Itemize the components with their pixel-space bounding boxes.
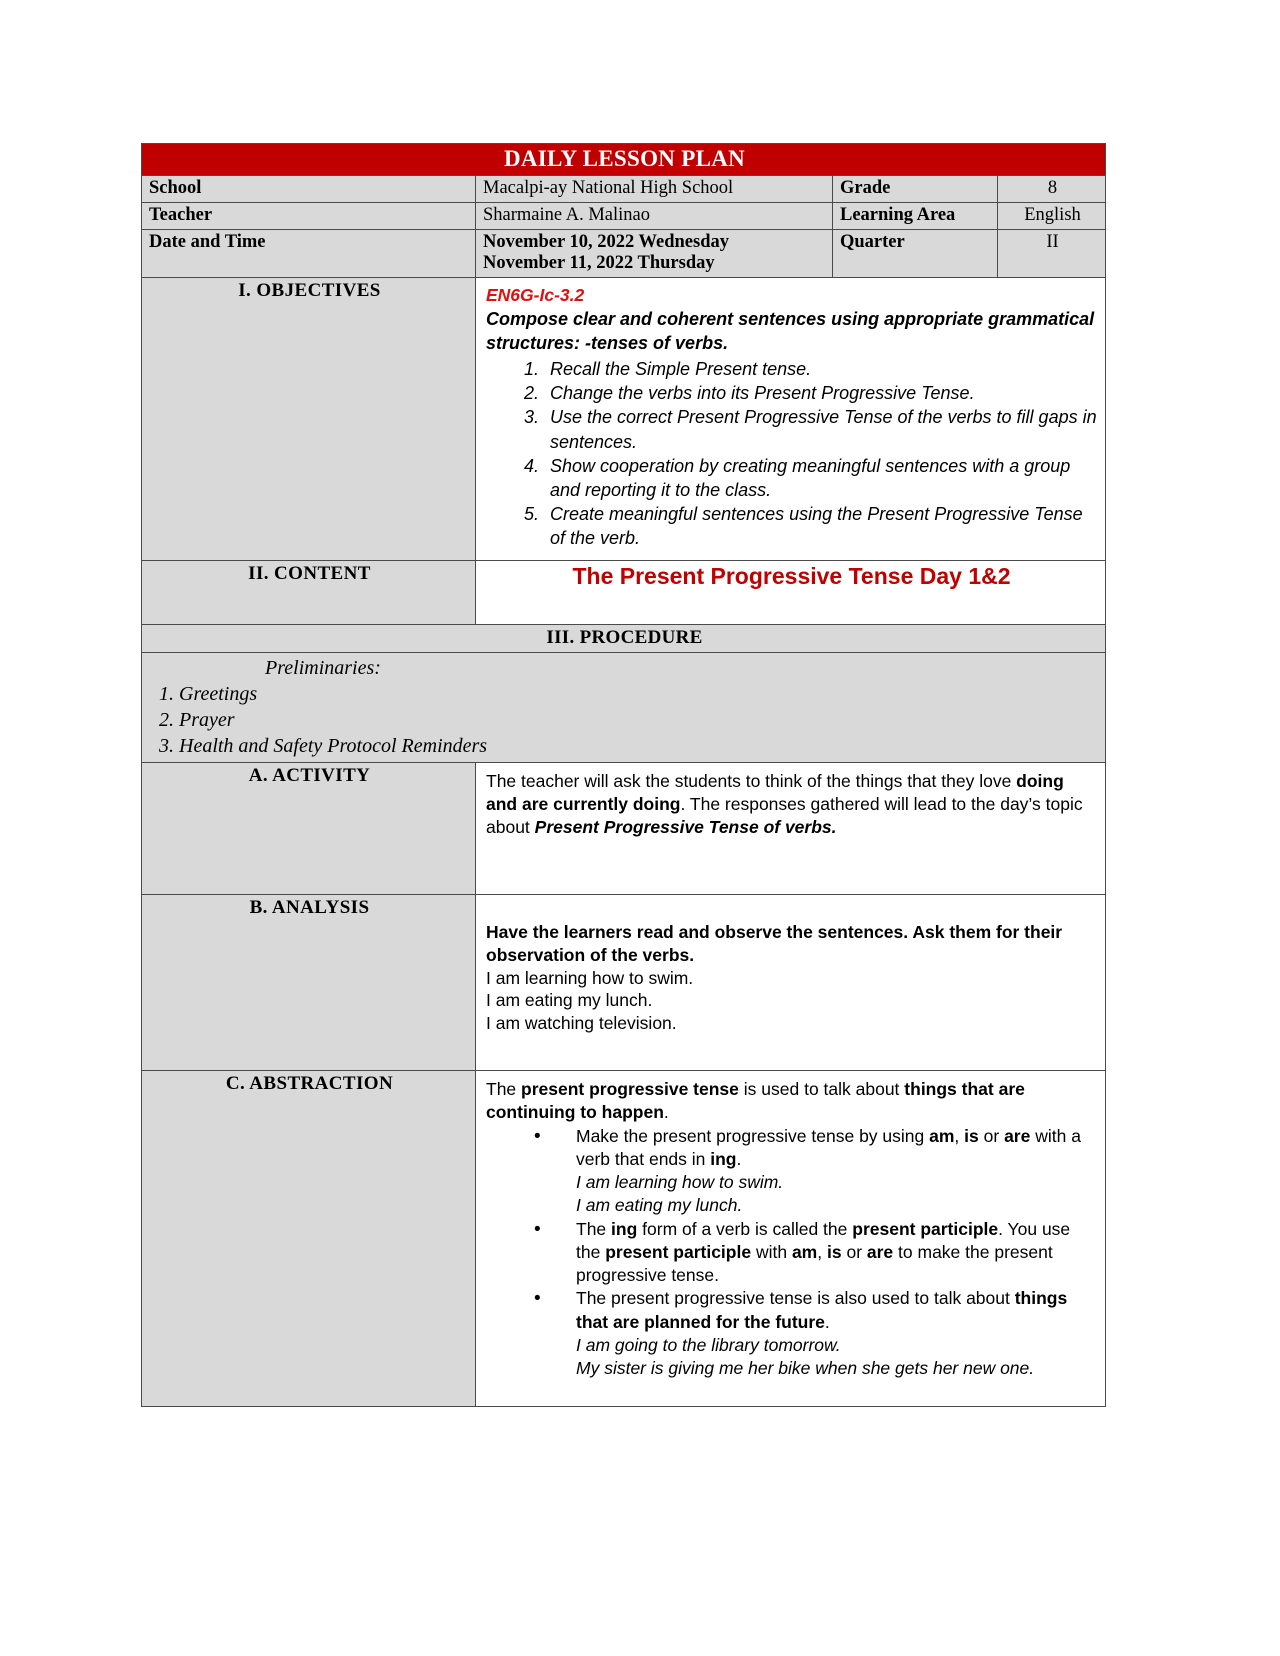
analysis-sentence: I am eating my lunch. bbox=[486, 990, 653, 1011]
bullet1-text-d: is bbox=[964, 1125, 979, 1146]
date-line-1: November 10, 2022 Wednesday bbox=[483, 232, 729, 252]
banner-row bbox=[142, 144, 1106, 176]
activity-bold-italic-1: Present Progressive Tense of verbs. bbox=[534, 816, 837, 837]
bullet2-text-b: ing bbox=[611, 1218, 638, 1239]
list-item bbox=[534, 1287, 1097, 1380]
value-teacher: Sharmaine A. Malinao bbox=[476, 203, 833, 230]
bullet2-text-j: is bbox=[826, 1241, 842, 1262]
list-item: 3. Health and Safety Protocol Reminders bbox=[159, 735, 488, 758]
objectives-content bbox=[476, 278, 1106, 561]
list-item: 4. Show cooperation by creating meaningful sentences with a group and reporting it to the class. bbox=[544, 454, 1097, 502]
content-row bbox=[142, 561, 1106, 625]
section-label-activity: A. ACTIVITY bbox=[142, 763, 476, 895]
bullet3-text-a: The present progressive tense is also used to talk about bbox=[576, 1288, 1015, 1309]
bullet2-text-g: with bbox=[751, 1241, 792, 1262]
content-topic-title: The Present Progressive Tense Day 1&2 bbox=[476, 561, 1106, 625]
value-quarter: II bbox=[998, 230, 1106, 278]
bullet2-text-k: or bbox=[841, 1241, 867, 1262]
section-label-objectives: I. OBJECTIVES bbox=[142, 278, 476, 561]
info-row-teacher bbox=[142, 203, 1106, 230]
example-sentence: My sister is giving me her bike when she gets her new one. bbox=[576, 1358, 1035, 1379]
list-item: 3. Use the correct Present Progressive Tense of the verbs to fill gaps in sentences. bbox=[544, 405, 1097, 453]
objectives-lead-statement: Compose clear and coherent sentences using appropriate grammatical structures: -tenses of verbs. bbox=[486, 308, 1095, 353]
analysis-instruction: Have the learners read and observe the sentences. Ask them for their observation of the verbs. bbox=[486, 922, 1063, 965]
info-row-date bbox=[142, 230, 1106, 278]
list-item: 1. Recall the Simple Present tense. bbox=[544, 357, 1097, 381]
bullet3-text-c: . bbox=[824, 1311, 830, 1332]
section-label-procedure: III. PROCEDURE bbox=[142, 625, 1106, 653]
section-label-analysis: B. ANALYSIS bbox=[142, 895, 476, 1071]
abstraction-intro-d: things that are continuing to happen bbox=[486, 1079, 1025, 1122]
example-sentence: I am going to the library tomorrow. bbox=[576, 1335, 841, 1356]
info-row-school bbox=[142, 176, 1106, 203]
preliminaries-title: Preliminaries: bbox=[265, 657, 381, 680]
bullet2-text-m: to make the present progressive tense. bbox=[576, 1241, 1053, 1286]
label-learning-area: Learning Area bbox=[833, 203, 998, 230]
label-teacher: Teacher bbox=[142, 203, 476, 230]
section-label-abstraction: C. ABSTRACTION bbox=[142, 1071, 476, 1407]
abstraction-intro-a: The bbox=[486, 1079, 522, 1100]
abstraction-intro-b: present progressive tense bbox=[521, 1079, 739, 1100]
example-sentence: I am eating my lunch. bbox=[576, 1195, 743, 1216]
abstraction-row bbox=[142, 1071, 1106, 1407]
list-item: 5. Create meaningful sentences using the Present Progressive Tense of the verb. bbox=[544, 502, 1097, 550]
bullet1-text-a: Make the present progressive tense by using bbox=[576, 1125, 930, 1146]
bullet2-text-d: present participle bbox=[852, 1218, 999, 1239]
list-item bbox=[534, 1218, 1097, 1288]
activity-row bbox=[142, 763, 1106, 895]
analysis-content bbox=[476, 895, 1106, 1071]
label-grade: Grade bbox=[833, 176, 998, 203]
bullet1-text-c: , bbox=[954, 1125, 965, 1146]
bullet2-text-f: present participle bbox=[605, 1241, 752, 1262]
daily-lesson-plan-table bbox=[141, 143, 1106, 1407]
list-item: 2. Change the verbs into its Present Progressive Tense. bbox=[544, 381, 1097, 405]
objectives-list bbox=[486, 357, 1097, 550]
activity-paragraph bbox=[486, 770, 1097, 838]
bullet1-text-e: or bbox=[978, 1125, 1005, 1146]
bullet1-text-g: with a verb that ends in bbox=[576, 1125, 1081, 1169]
bullet1-text-b: am bbox=[929, 1125, 955, 1146]
label-date-and-time: Date and Time bbox=[142, 230, 476, 278]
abstraction-intro bbox=[486, 1078, 1097, 1124]
analysis-row bbox=[142, 895, 1106, 1071]
bullet2-text-i: , bbox=[817, 1241, 827, 1262]
value-school: Macalpi-ay National High School bbox=[476, 176, 833, 203]
section-label-content: II. CONTENT bbox=[142, 561, 476, 625]
label-quarter: Quarter bbox=[833, 230, 998, 278]
value-learning-area: English bbox=[998, 203, 1106, 230]
preliminaries-row bbox=[142, 653, 1106, 763]
preliminaries-block bbox=[142, 653, 1106, 763]
bullet1-text-i: . bbox=[736, 1148, 742, 1169]
list-item bbox=[534, 1125, 1097, 1218]
abstraction-intro-e: . bbox=[663, 1101, 669, 1122]
activity-bold-1: doing and are currently doing bbox=[486, 771, 1064, 814]
example-sentence: I am learning how to swim. bbox=[576, 1172, 784, 1193]
label-school: School bbox=[142, 176, 476, 203]
abstraction-content bbox=[476, 1071, 1106, 1407]
objectives-row bbox=[142, 278, 1106, 561]
procedure-heading-row bbox=[142, 625, 1106, 653]
abstraction-bullet-list bbox=[486, 1125, 1097, 1381]
activity-text-1: The teacher will ask the students to think of the things that they love bbox=[486, 771, 1017, 792]
analysis-sentence: I am watching television. bbox=[486, 1013, 677, 1034]
bullet2-text-e: . You use the bbox=[576, 1218, 1071, 1262]
list-item: 1. Greetings bbox=[159, 683, 258, 706]
value-date-and-time bbox=[476, 230, 833, 278]
bullet2-text-h: am bbox=[791, 1241, 818, 1262]
objectives-competency-code: EN6G-Ic-3.2 bbox=[486, 285, 585, 305]
bullet2-text-c: form of a verb is called the bbox=[637, 1218, 853, 1239]
analysis-sentence: I am learning how to swim. bbox=[486, 967, 694, 988]
bullet2-text-l: are bbox=[866, 1241, 894, 1262]
document-title: DAILY LESSON PLAN bbox=[142, 144, 1106, 176]
value-grade: 8 bbox=[998, 176, 1106, 203]
bullet1-text-f: are bbox=[1004, 1125, 1031, 1146]
bullet1-text-h: ing bbox=[710, 1148, 737, 1169]
date-line-2: November 11, 2022 Thursday bbox=[483, 253, 715, 273]
bullet3-text-b: things that are planned for the future bbox=[576, 1288, 1068, 1332]
abstraction-intro-c: is used to talk about bbox=[738, 1079, 905, 1100]
activity-content bbox=[476, 763, 1106, 895]
list-item: 2. Prayer bbox=[159, 709, 235, 732]
bullet2-text-a: The bbox=[576, 1218, 612, 1239]
activity-text-2: . The responses gathered will lead to the day’s topic about bbox=[486, 793, 1083, 837]
